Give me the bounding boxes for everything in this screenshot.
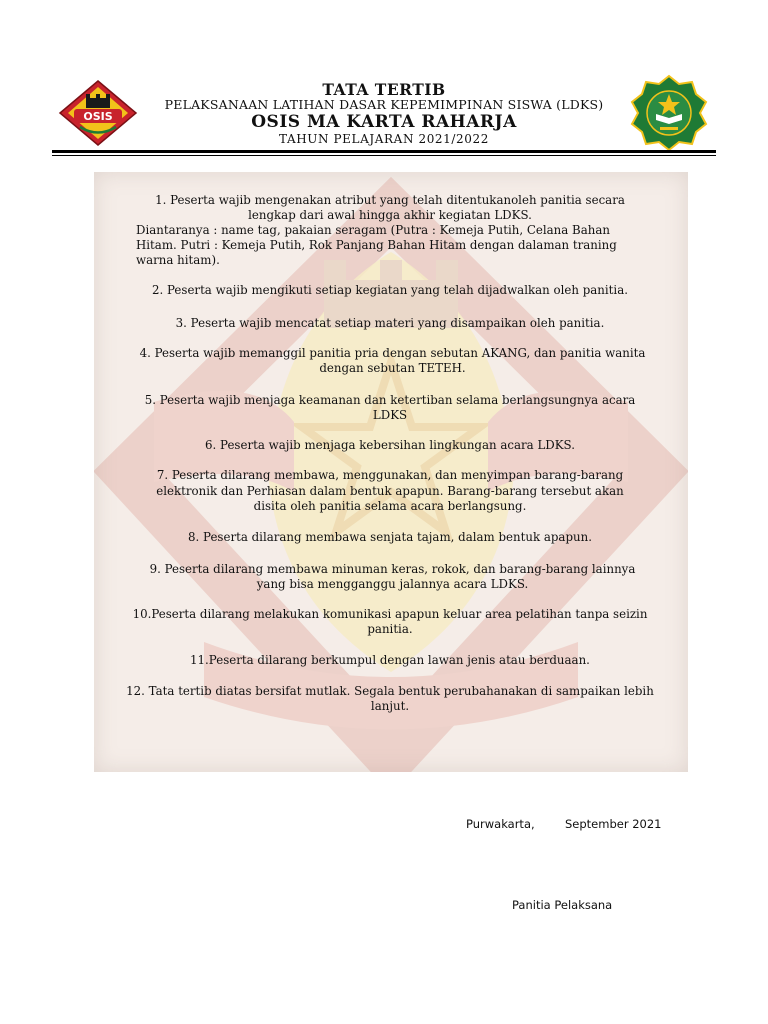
rule-1-line-1: 1. Peserta wajib mengenakan atribut yang telah ditentukanoleh panitia secara: [155, 193, 625, 207]
academic-year: TAHUN PELAJARAN 2021/2022: [279, 132, 489, 146]
header-divider: [52, 150, 716, 153]
signatory-label: Panitia Pelaksana: [512, 898, 613, 912]
rule-7-line-3: disita oleh panitia selama acara berlangsung.: [253, 499, 527, 513]
rule-1-detail-line-2: Hitam. Putri : Kemeja Putih, Rok Panjang Bahan Hitam dengan dalaman traning: [136, 238, 617, 252]
signing-date: September 2021: [565, 817, 662, 831]
rule-4-line-1: 4. Peserta wajib memanggil panitia pria dengan sebutan AKANG, dan panitia wanita: [139, 346, 646, 360]
rule-12-line-2: lanjut.: [370, 699, 410, 713]
rule-1-detail-line-1: Diantaranya : name tag, pakaian seragam (Putra : Kemeja Putih, Celana Bahan: [136, 223, 610, 237]
rule-1-line-2: lengkap dari awal hingga akhir kegiatan LDKS.: [248, 208, 532, 222]
rule-3: 3. Peserta wajib mencatat setiap materi yang disampaikan oleh panitia.: [175, 316, 605, 330]
rule-10-line-2: panitia.: [367, 622, 413, 636]
signing-place: Purwakarta,: [466, 817, 535, 831]
rule-9-line-1: 9. Peserta dilarang membawa minuman keras, rokok, dan barang-barang lainnya: [149, 562, 636, 576]
rule-2: 2. Peserta wajib mengikuti setiap kegiatan yang telah dijadwalkan oleh panitia.: [152, 283, 628, 297]
rule-9-line-2: yang bisa mengganggu jalannya acara LDKS.: [256, 577, 529, 591]
rule-4-line-2: dengan sebutan TETEH.: [319, 361, 466, 375]
rule-6: 6. Peserta wajib menjaga kebersihan lingkungan acara LDKS.: [205, 438, 575, 452]
rule-7-line-2: elektronik dan Perhiasan dalam bentuk apapun. Barang-barang tersebut akan: [156, 484, 624, 498]
rule-12-line-1: 12. Tata tertib diatas bersifat mutlak. Segala bentuk perubahanakan di sampaikan lebih: [126, 684, 654, 698]
osis-logo-text: OSIS: [83, 110, 113, 123]
kemenag-logo: [630, 74, 708, 152]
rule-11: 11.Peserta dilarang berkumpul dengan lawan jenis atau berduaan.: [190, 653, 590, 667]
rule-7-line-1: 7. Peserta dilarang membawa, menggunakan, dan menyimpan barang-barang: [156, 468, 624, 482]
organization-name: OSIS MA KARTA RAHARJA: [251, 112, 517, 132]
osis-logo: [58, 78, 138, 148]
document-title: TATA TERTIB: [322, 80, 446, 99]
document-subtitle: PELAKSANAAN LATIHAN DASAR KEPEMIMPINAN SISWA (LDKS): [164, 97, 604, 112]
header-divider-thin: [52, 155, 716, 156]
rule-1-detail-line-3: warna hitam).: [136, 253, 220, 267]
rule-8: 8. Peserta dilarang membawa senjata tajam, dalam bentuk apapun.: [188, 530, 592, 544]
rule-5-line-2: LDKS: [372, 408, 408, 422]
rule-10-line-1: 10.Peserta dilarang melakukan komunikasi apapun keluar area pelatihan tanpa seizin: [132, 607, 648, 621]
rule-5-line-1: 5. Peserta wajib menjaga keamanan dan ketertiban selama berlangsungnya acara: [144, 393, 636, 407]
